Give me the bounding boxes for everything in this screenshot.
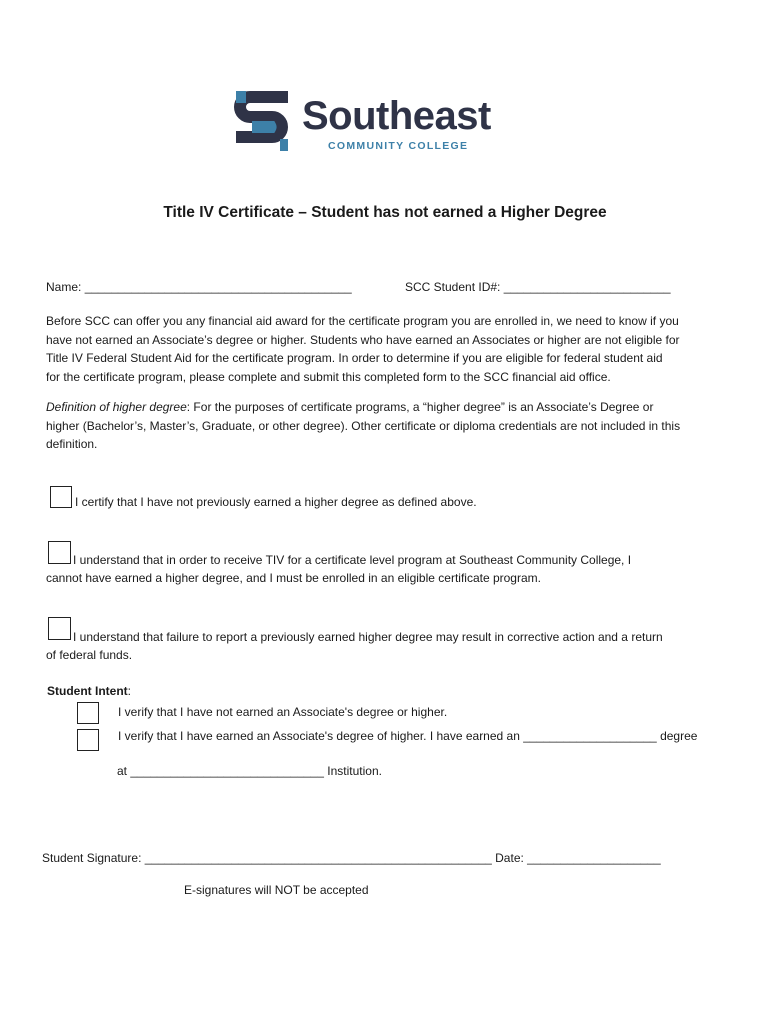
document-title: Title IV Certificate – Student has not earned a Higher Degree	[163, 204, 607, 221]
date-field-line[interactable]: ____________________	[527, 851, 661, 865]
intent-option-earned-text: I verify that I have earned an Associate's degree of higher. I have earned an	[118, 729, 520, 743]
degree-word: degree	[660, 729, 698, 743]
certify-text-2: I understand that in order to receive TIV for a certificate level program at Southeast Community College, I	[73, 553, 632, 567]
certify-checkbox-1[interactable]	[50, 486, 72, 508]
student-id-label: SCC Student ID#:	[405, 280, 501, 294]
definition-text: : For the purposes of certificate programs, a “higher degree” is an Associate’s Degree or	[186, 400, 654, 414]
certify-text-2b: cannot have earned a higher degree, and I must be enrolled in an eligible certificate program.	[46, 571, 541, 585]
definition-line: definition.	[46, 437, 98, 451]
intent-colon: :	[127, 684, 131, 698]
intent-option-earned	[118, 727, 697, 745]
intro-paragraph	[46, 312, 736, 386]
certify-checkbox-3[interactable]	[48, 617, 71, 640]
institution-field-line[interactable]: _____________________________	[130, 764, 324, 778]
name-row	[46, 278, 352, 296]
certify-text-3: I understand that failure to report a previously earned higher degree may result in corrective action and a return	[73, 630, 663, 644]
date-label: Date:	[495, 851, 524, 865]
student-id-row	[405, 278, 671, 296]
certify-checkbox-2[interactable]	[48, 541, 71, 564]
signature-row	[42, 849, 661, 867]
intent-checkbox-not-earned[interactable]	[77, 702, 99, 724]
definition-paragraph	[46, 398, 736, 454]
name-label: Name:	[46, 280, 82, 294]
name-field-line[interactable]: ________________________________________	[84, 280, 352, 294]
intro-line: have not earned an Associate’s degree or higher. Students who have earned an Associates or higher are not eligible for	[46, 332, 680, 347]
college-logo	[230, 84, 500, 158]
student-intent-label: Student Intent	[47, 684, 128, 698]
logo-subtitle: COMMUNITY COLLEGE	[328, 140, 469, 152]
intro-line: for the certificate program, please complete and submit this completed form to the SCC financial aid office.	[46, 369, 611, 384]
institution-label: Institution.	[327, 764, 382, 778]
intent-checkbox-earned[interactable]	[77, 729, 99, 751]
student-id-field-line[interactable]: _________________________	[503, 280, 671, 294]
logo-wordmark: Southeast	[302, 94, 491, 138]
definition-line: higher (Bachelor’s, Master’s, Graduate, or other degree). Other certificate or diploma credentials are not included in this	[46, 418, 681, 433]
at-label: at	[117, 764, 128, 778]
institution-row	[117, 762, 382, 780]
s-mark-icon	[230, 84, 296, 158]
e-signature-note: E-signatures will NOT be accepted	[184, 883, 369, 897]
certify-text-1: I certify that I have not previously earned a higher degree as defined above.	[75, 495, 477, 509]
intro-line: Title IV Federal Student Aid for the certificate program. In order to determine if you are eligible for federal student aid	[46, 351, 663, 365]
degree-field-line[interactable]: ____________________	[523, 729, 657, 743]
intro-line: Before SCC can offer you any financial aid award for the certificate program you are enrolled in, we need to know if you	[46, 314, 679, 328]
definition-term: Definition of higher degree	[46, 400, 187, 414]
signature-label: Student Signature:	[42, 851, 142, 865]
certify-text-3b: of federal funds.	[46, 648, 133, 662]
intent-option-not-earned: I verify that I have not earned an Associate's degree or higher.	[118, 705, 448, 719]
student-intent-heading	[47, 682, 131, 700]
signature-field-line[interactable]: ____________________________________________________	[144, 851, 492, 865]
